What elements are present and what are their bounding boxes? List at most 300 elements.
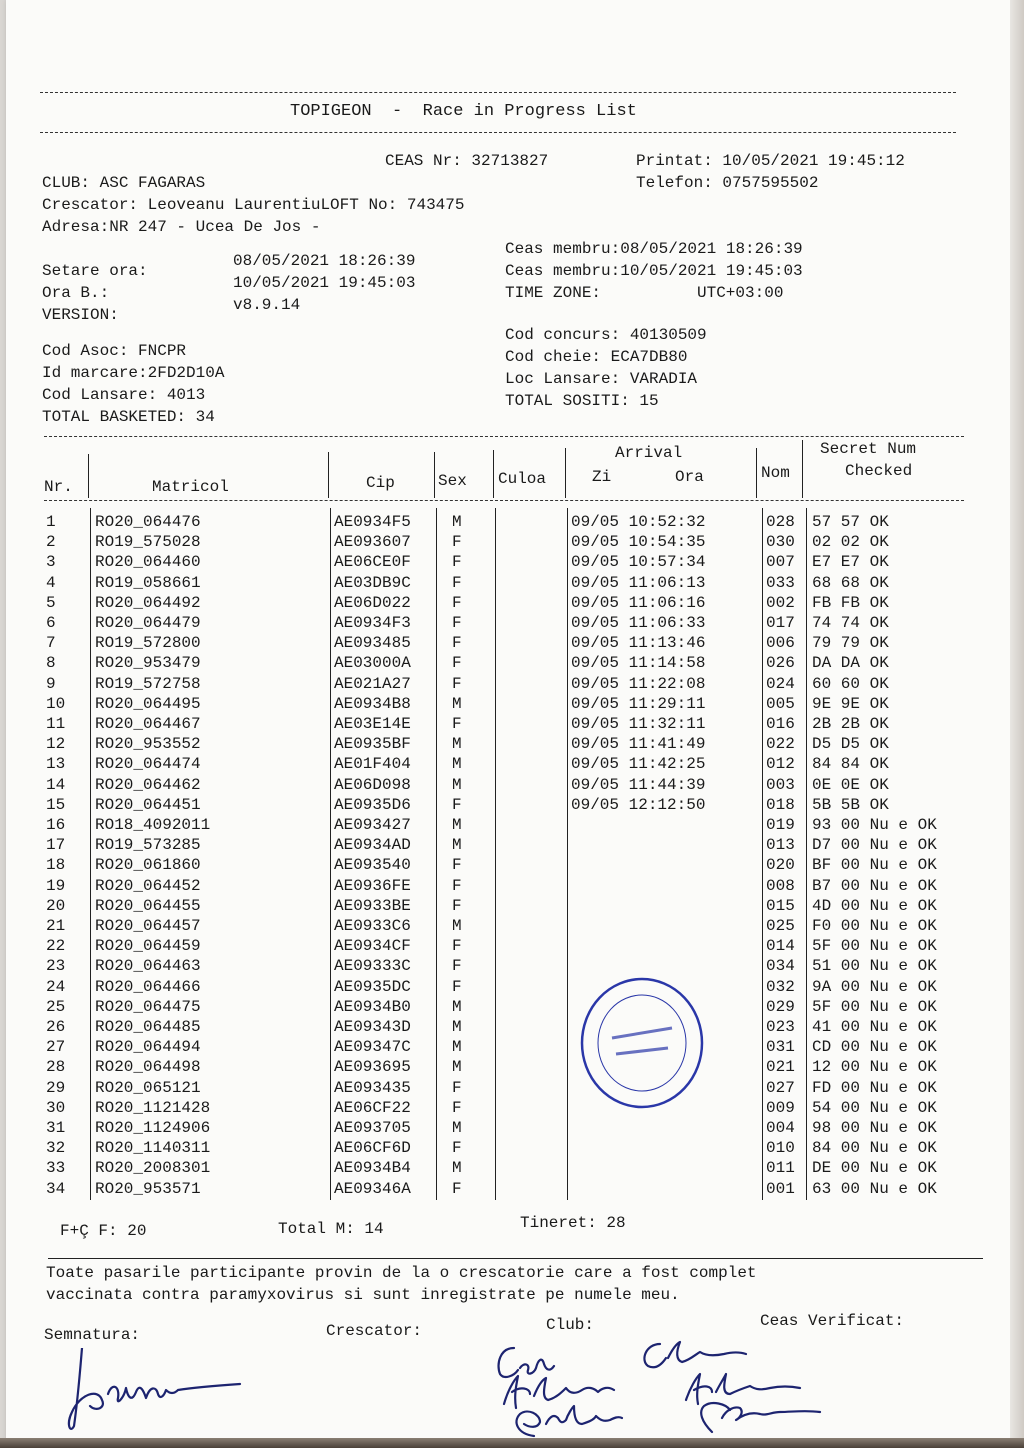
row-nom: 028 [766,513,795,531]
row-cip: AE093540 [334,856,411,875]
row-nr: 6 [46,614,56,632]
row-nom: 016 [766,715,795,733]
row-sex: F [452,1098,462,1117]
row-cip: AE0934B0 [334,997,411,1016]
row-nr: 7 [46,634,56,653]
row-secret-check: 63 00 Nu e OK [812,1179,937,1198]
row-secret-check: CD 00 Nu e OK [812,1038,937,1057]
row-cip: AE09347C [334,1038,411,1057]
table-row [0,573,1000,593]
row-sex: F [452,533,462,552]
row-cip: AE0934CF [334,937,411,956]
row-nom: 001 [766,1179,795,1198]
row-secret-check: 84 84 OK [812,755,889,774]
cod-concurs: Cod concurs: 40130509 [505,326,707,344]
row-nom: 017 [766,614,795,632]
header-nr: Nr. [44,478,73,496]
row-nr: 10 [46,694,66,713]
row-cip: AE09333C [334,957,411,976]
table-row [0,532,1000,552]
club-name: CLUB: ASC FAGARAS [42,174,206,192]
header-secret-num: Secret Num [820,440,917,458]
header-sex: Sex [438,472,467,490]
row-sex: F [452,553,462,572]
row-cip: AE0934B8 [334,694,411,713]
row-nr: 3 [46,553,56,572]
ora-b-value: 10/05/2021 19:45:03 [233,274,416,292]
row-sex: F [452,573,462,592]
row-arrival: 09/05 11:44:39 [571,775,706,794]
row-cip: AE0934B4 [334,1159,411,1178]
row-matricol: RO20_064451 [95,795,201,814]
row-cip: AE09346A [334,1179,411,1198]
row-nr: 11 [46,715,66,733]
header-arrival: Arrival [615,444,683,462]
row-cip: AE06D022 [334,593,411,612]
row-sex: F [452,957,462,976]
row-matricol: RO20_061860 [95,856,201,875]
row-cip: AE0936FE [334,876,411,895]
row-secret-check: 9A 00 Nu e OK [812,977,937,996]
row-nr: 29 [46,1078,66,1097]
crescator-signature-label: Crescator: [326,1322,423,1340]
row-nr: 32 [46,1139,66,1158]
col-sep-nr [88,454,89,498]
total-basketed: TOTAL BASKETED: 34 [42,408,215,426]
row-secret-check: 5B 5B OK [812,795,889,814]
row-arrival: 09/05 11:41:49 [571,735,706,754]
row-nr: 30 [46,1098,66,1117]
row-sex: M [452,1018,462,1036]
header-zi: Zi [592,468,612,486]
row-secret-check: DA DA OK [812,654,889,673]
row-nom: 032 [766,977,795,996]
row-arrival: 09/05 11:06:13 [571,573,706,592]
setare-ora-label: Setare ora: [42,262,148,280]
row-nom: 022 [766,735,795,754]
row-matricol: RO20_064457 [95,917,201,935]
row-sex: F [452,654,462,673]
row-cip: AE0935D6 [334,795,411,814]
table-row [0,734,1000,754]
row-nr: 12 [46,735,66,754]
row-matricol: RO20_064459 [95,937,201,956]
row-cip: AE01F404 [334,755,411,774]
printat: Printat: 10/05/2021 19:45:12 [636,152,905,170]
row-sex: F [452,795,462,814]
table-surface [0,1438,1024,1448]
total-sositi: TOTAL SOSITI: 15 [505,392,659,410]
table-row [0,855,1000,875]
row-nom: 004 [766,1119,795,1137]
row-arrival: 09/05 11:13:46 [571,634,706,653]
row-arrival: 09/05 11:22:08 [571,674,706,693]
row-matricol: RO20_065121 [95,1078,201,1097]
row-sex: M [452,836,462,855]
row-sex: F [452,715,462,733]
row-sex: F [452,937,462,956]
page-title: TOPIGEON - Race in Progress List [290,102,637,121]
row-secret-check: 12 00 Nu e OK [812,1058,937,1077]
row-cip: AE03E14E [334,715,411,733]
table-row [0,775,1000,795]
row-cip: AE093435 [334,1078,411,1097]
table-row [0,1098,1000,1118]
row-nr: 26 [46,1018,66,1036]
row-nom: 010 [766,1139,795,1158]
club-signatures [490,1338,850,1438]
table-row [0,512,1000,532]
row-matricol: RO20_064494 [95,1038,201,1057]
row-cip: AE0934F3 [334,614,411,632]
table-row [0,1037,1000,1057]
col-sep-sex [493,450,494,498]
row-nr: 9 [46,674,56,693]
row-secret-check: FB FB OK [812,593,889,612]
row-matricol: RO18_4092011 [95,816,211,834]
table-row [0,714,1000,734]
row-cip: AE0933C6 [334,917,411,935]
breeder-signature [60,1348,280,1440]
col-sep-nom [802,440,803,498]
cod-lansare: Cod Lansare: 4013 [42,386,206,404]
row-matricol: RO20_064492 [95,593,201,612]
row-sex: F [452,634,462,653]
row-nom: 033 [766,573,795,592]
club-stamp [572,968,712,1118]
header-ora: Ora [675,468,704,486]
row-nom: 011 [766,1159,795,1178]
row-secret-check: F0 00 Nu e OK [812,917,937,935]
row-nom: 003 [766,775,795,794]
col-sep-arrival [756,448,757,498]
semnatura-label: Semnatura: [44,1326,141,1344]
row-nom: 026 [766,654,795,673]
table-row [0,552,1000,572]
row-secret-check: B7 00 Nu e OK [812,876,937,895]
row-matricol: RO20_064463 [95,957,201,976]
row-matricol: RO20_953552 [95,735,201,754]
row-nr: 23 [46,957,66,976]
row-cip: AE03DB9C [334,573,411,592]
row-secret-check: 57 57 OK [812,513,889,531]
table-row [0,674,1000,694]
row-nom: 005 [766,694,795,713]
table-row [0,835,1000,855]
crescator-loft: Crescator: Leoveanu LaurentiuLOFT No: 743475 [42,196,465,214]
row-cip: AE0934AD [334,836,411,855]
row-secret-check: 41 00 Nu e OK [812,1018,937,1036]
row-cip: AE0935BF [334,735,411,754]
col-sep-matricol [328,452,329,498]
row-nom: 007 [766,553,795,572]
row-nom: 012 [766,755,795,774]
row-matricol: RO20_953571 [95,1179,201,1198]
row-nr: 2 [46,533,56,552]
row-nr: 16 [46,816,66,834]
row-matricol: RO19_058661 [95,573,201,592]
row-matricol: RO20_064460 [95,553,201,572]
table-row [0,795,1000,815]
table-row [0,896,1000,916]
row-sex: F [452,876,462,895]
col-sep-culoa [565,448,566,498]
row-sex: F [452,593,462,612]
header-nom: Nom [761,464,790,482]
row-cip: AE09343D [334,1018,411,1036]
row-sex: M [452,917,462,935]
row-nr: 17 [46,836,66,855]
club-signature-label: Club: [546,1316,595,1334]
row-cip: AE093695 [334,1058,411,1077]
row-nom: 034 [766,957,795,976]
time-zone-label: TIME ZONE: [505,284,602,302]
row-sex: M [452,997,462,1016]
row-nr: 14 [46,775,66,794]
row-secret-check: 02 02 OK [812,533,889,552]
row-nr: 18 [46,856,66,875]
ceas-membru-2: Ceas membru:10/05/2021 19:45:03 [505,262,803,280]
total-male: Total M: 14 [278,1220,384,1238]
table-row [0,916,1000,936]
time-zone-value: UTC+03:00 [697,284,784,302]
row-arrival: 09/05 11:42:25 [571,755,706,774]
row-cip: AE093705 [334,1119,411,1137]
row-nom: 015 [766,896,795,915]
row-nr: 27 [46,1038,66,1057]
row-cip: AE021A27 [334,674,411,693]
row-nr: 13 [46,755,66,774]
row-nr: 24 [46,977,66,996]
row-matricol: RO20_064455 [95,896,201,915]
row-cip: AE093485 [334,634,411,653]
row-secret-check: D7 00 Nu e OK [812,836,937,855]
row-sex: M [452,513,462,531]
row-nr: 22 [46,937,66,956]
row-matricol: RO20_064495 [95,694,201,713]
row-matricol: RO19_573285 [95,836,201,855]
table-row [0,653,1000,673]
row-sex: M [452,755,462,774]
row-secret-check: 5F 00 Nu e OK [812,997,937,1016]
row-secret-check: 2B 2B OK [812,715,889,733]
row-nom: 031 [766,1038,795,1057]
row-matricol: RO20_064476 [95,513,201,531]
total-tineret: Tineret: 28 [520,1214,626,1232]
table-row [0,977,1000,997]
row-nom: 024 [766,674,795,693]
row-arrival: 09/05 11:06:33 [571,614,706,632]
table-row [0,936,1000,956]
row-secret-check: BF 00 Nu e OK [812,856,937,875]
row-nr: 5 [46,593,56,612]
row-matricol: RO20_064462 [95,775,201,794]
row-matricol: RO19_572800 [95,634,201,653]
header-matricol: Matricol [152,478,229,496]
row-secret-check: 5F 00 Nu e OK [812,937,937,956]
row-matricol: RO20_064475 [95,997,201,1016]
id-marcare: Id marcare:2FD2D10A [42,364,225,382]
row-secret-check: 98 00 Nu e OK [812,1119,937,1137]
row-nom: 002 [766,593,795,612]
table-row [0,876,1000,896]
cod-asoc: Cod Asoc: FNCPR [42,342,187,360]
row-cip: AE06CF6D [334,1139,411,1158]
row-matricol: RO20_064466 [95,977,201,996]
row-nr: 21 [46,917,66,935]
row-nr: 15 [46,795,66,814]
table-header-bottom-border [44,500,964,501]
row-matricol: RO20_064498 [95,1058,201,1077]
row-nom: 029 [766,997,795,1016]
row-cip: AE093607 [334,533,411,552]
table-row [0,613,1000,633]
footer-divider [48,1258,983,1259]
row-nom: 013 [766,836,795,855]
row-arrival: 09/05 11:06:16 [571,593,706,612]
row-secret-check: 60 60 OK [812,674,889,693]
row-sex: M [452,816,462,834]
row-secret-check: FD 00 Nu e OK [812,1078,937,1097]
row-nom: 021 [766,1058,795,1077]
table-row [0,1118,1000,1138]
row-nom: 020 [766,856,795,875]
row-secret-check: 84 00 Nu e OK [812,1139,937,1158]
row-sex: M [452,1119,462,1137]
header-checked: Checked [845,462,913,480]
version-label: VERSION: [42,306,119,324]
row-cip: AE06CF22 [334,1098,411,1117]
table-row [0,633,1000,653]
row-secret-check: 54 00 Nu e OK [812,1098,937,1117]
row-nr: 31 [46,1119,66,1137]
row-sex: F [452,614,462,632]
row-nom: 027 [766,1078,795,1097]
row-sex: F [452,1078,462,1097]
table-row [0,1138,1000,1158]
declaration-line-2: vaccinata contra paramyxovirus si sunt inregistrate pe numele meu. [46,1286,680,1304]
col-sep-cip [434,452,435,498]
ceas-verificat-label: Ceas Verificat: [760,1312,905,1330]
row-secret-check: DE 00 Nu e OK [812,1159,937,1178]
row-nr: 19 [46,876,66,895]
row-secret-check: E7 E7 OK [812,553,889,572]
row-nom: 023 [766,1018,795,1036]
row-nr: 34 [46,1179,66,1198]
row-cip: AE06CE0F [334,553,411,572]
row-cip: AE0933BE [334,896,411,915]
row-arrival: 09/05 11:29:11 [571,694,706,713]
row-arrival: 09/05 11:14:58 [571,654,706,673]
title-box-top-border [40,92,956,93]
table-row [0,1078,1000,1098]
header-cip: Cip [366,474,395,492]
row-secret-check: 51 00 Nu e OK [812,957,937,976]
row-arrival: 09/05 10:57:34 [571,553,706,572]
table-row [0,1017,1000,1037]
table-row [0,593,1000,613]
row-secret-check: 9E 9E OK [812,694,889,713]
row-nr: 33 [46,1159,66,1178]
telefon: Telefon: 0757595502 [636,174,819,192]
setare-ora-value: 08/05/2021 18:26:39 [233,252,416,270]
row-arrival: 09/05 12:12:50 [571,795,706,814]
row-cip: AE0934F5 [334,513,411,531]
row-arrival: 09/05 10:52:32 [571,513,706,531]
table-row [0,754,1000,774]
declaration-line-1: Toate pasarile participante provin de la o crescatorie care a fost complet [46,1264,757,1282]
row-nr: 25 [46,997,66,1016]
row-secret-check: 68 68 OK [812,573,889,592]
row-nr: 4 [46,573,56,592]
row-cip: AE06D098 [334,775,411,794]
row-sex: F [452,674,462,693]
row-secret-check: 74 74 OK [812,614,889,632]
row-secret-check: 79 79 OK [812,634,889,653]
loc-lansare: Loc Lansare: VARADIA [505,370,698,388]
row-sex: F [452,1179,462,1198]
row-secret-check: 93 00 Nu e OK [812,816,937,834]
header-culoa: Culoa [498,470,547,488]
adresa: Adresa:NR 247 - Ucea De Jos - [42,218,321,236]
table-row [0,956,1000,976]
row-sex: M [452,694,462,713]
cod-cheie: Cod cheie: ECA7DB80 [505,348,688,366]
row-sex: F [452,977,462,996]
row-matricol: RO20_064467 [95,715,201,733]
row-sex: M [452,735,462,754]
row-nom: 014 [766,937,795,956]
row-nom: 009 [766,1098,795,1117]
row-sex: F [452,896,462,915]
ora-b-label: Ora B.: [42,284,110,302]
row-arrival: 09/05 10:54:35 [571,533,706,552]
row-nom: 019 [766,816,795,834]
row-secret-check: 4D 00 Nu e OK [812,896,937,915]
ceas-membru-1: Ceas membru:08/05/2021 18:26:39 [505,240,803,258]
row-matricol: RO19_572758 [95,674,201,693]
row-secret-check: D5 D5 OK [812,735,889,754]
row-sex: F [452,1139,462,1158]
row-nr: 20 [46,896,66,915]
version-value: v8.9.14 [233,296,301,314]
row-nom: 018 [766,795,795,814]
row-matricol: RO19_575028 [95,533,201,552]
row-sex: M [452,1058,462,1077]
row-cip: AE0935DC [334,977,411,996]
row-sex: F [452,856,462,875]
table-header-top-border [44,436,964,437]
table-row [0,1057,1000,1077]
row-matricol: RO20_064474 [95,755,201,774]
row-nom: 006 [766,634,795,653]
row-sex: M [452,775,462,794]
row-sex: M [452,1159,462,1178]
row-sex: M [452,1038,462,1057]
row-nom: 025 [766,917,795,935]
row-nr: 1 [46,513,56,531]
title-box-bottom-border [40,132,956,133]
row-matricol: RO20_1121428 [95,1098,211,1117]
row-matricol: RO20_1124906 [95,1119,211,1137]
row-arrival: 09/05 11:32:11 [571,715,706,733]
row-nom: 008 [766,876,795,895]
row-nom: 030 [766,533,795,552]
row-matricol: RO20_064479 [95,614,201,632]
row-nr: 8 [46,654,56,673]
ceas-nr: CEAS Nr: 32713827 [385,152,549,170]
row-matricol: RO20_064452 [95,876,201,895]
